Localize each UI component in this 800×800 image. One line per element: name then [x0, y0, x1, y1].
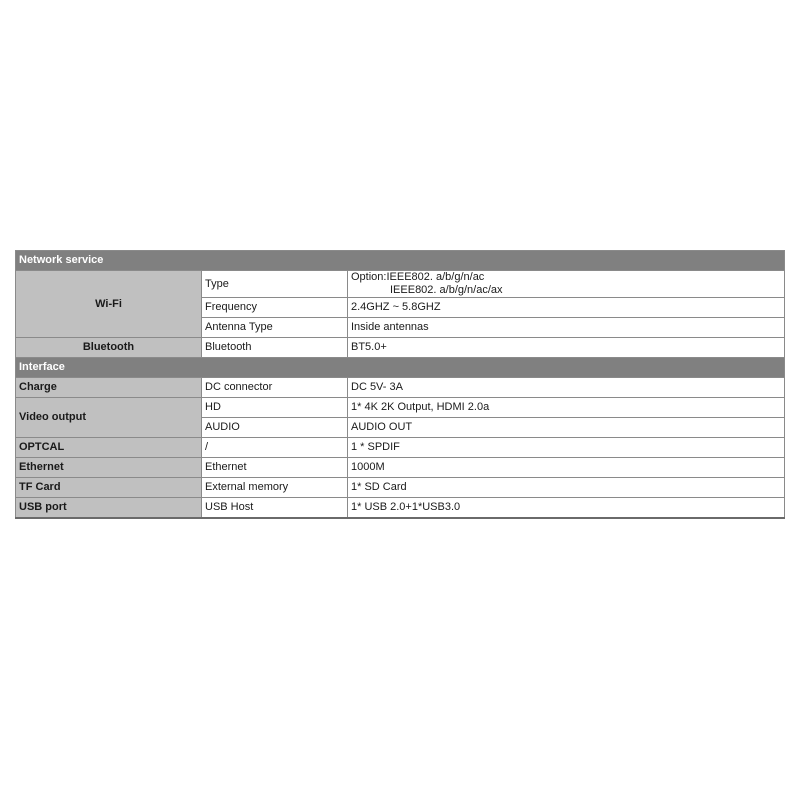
video-audio-item: AUDIO — [202, 418, 348, 438]
optcal-label: OPTCAL — [16, 438, 202, 458]
table-row — [16, 398, 785, 418]
wifi-type-item: Type — [202, 271, 348, 298]
table-row — [16, 378, 785, 398]
table-row — [16, 458, 785, 478]
network-section-header — [16, 251, 785, 271]
video-audio-value: AUDIO OUT — [348, 418, 785, 438]
video-hd-value: 1* 4K 2K Output, HDMI 2.0a — [348, 398, 785, 418]
tfcard-label: TF Card — [16, 478, 202, 498]
ethernet-item: Ethernet — [202, 458, 348, 478]
usb-port-label: USB port — [16, 498, 202, 518]
table-row — [16, 438, 785, 458]
wifi-type-value-line1: Option:IEEE802. a/b/g/n/ac — [351, 271, 485, 283]
video-hd-item: HD — [202, 398, 348, 418]
wifi-label: Wi-Fi — [16, 271, 202, 338]
tfcard-item: External memory — [202, 478, 348, 498]
bluetooth-label: Bluetooth — [16, 338, 202, 358]
wifi-frequency-item: Frequency — [202, 298, 348, 318]
table-row — [16, 271, 785, 298]
video-output-label: Video output — [16, 398, 202, 438]
bluetooth-value: BT5.0+ — [348, 338, 785, 358]
optcal-value: 1 * SPDIF — [348, 438, 785, 458]
wifi-type-value — [348, 271, 785, 298]
table-row — [16, 498, 785, 518]
spec-table — [15, 250, 785, 519]
optcal-item: / — [202, 438, 348, 458]
bluetooth-item: Bluetooth — [202, 338, 348, 358]
wifi-antenna-item: Antenna Type — [202, 318, 348, 338]
charge-value: DC 5V- 3A — [348, 378, 785, 398]
wifi-antenna-value: Inside antennas — [348, 318, 785, 338]
usb-value: 1* USB 2.0+1*USB3.0 — [348, 498, 785, 518]
tfcard-value: 1* SD Card — [348, 478, 785, 498]
network-section-title: Network service — [16, 251, 785, 271]
wifi-frequency-value: 2.4GHZ ~ 5.8GHZ — [348, 298, 785, 318]
wifi-type-value-line2: IEEE802. a/b/g/n/ac/ax — [390, 284, 503, 297]
interface-section-header — [16, 358, 785, 378]
charge-label: Charge — [16, 378, 202, 398]
table-row — [16, 478, 785, 498]
interface-section-title: Interface — [16, 358, 785, 378]
ethernet-value: 1000M — [348, 458, 785, 478]
table-row — [16, 338, 785, 358]
ethernet-label: Ethernet — [16, 458, 202, 478]
usb-item: USB Host — [202, 498, 348, 518]
charge-item: DC connector — [202, 378, 348, 398]
